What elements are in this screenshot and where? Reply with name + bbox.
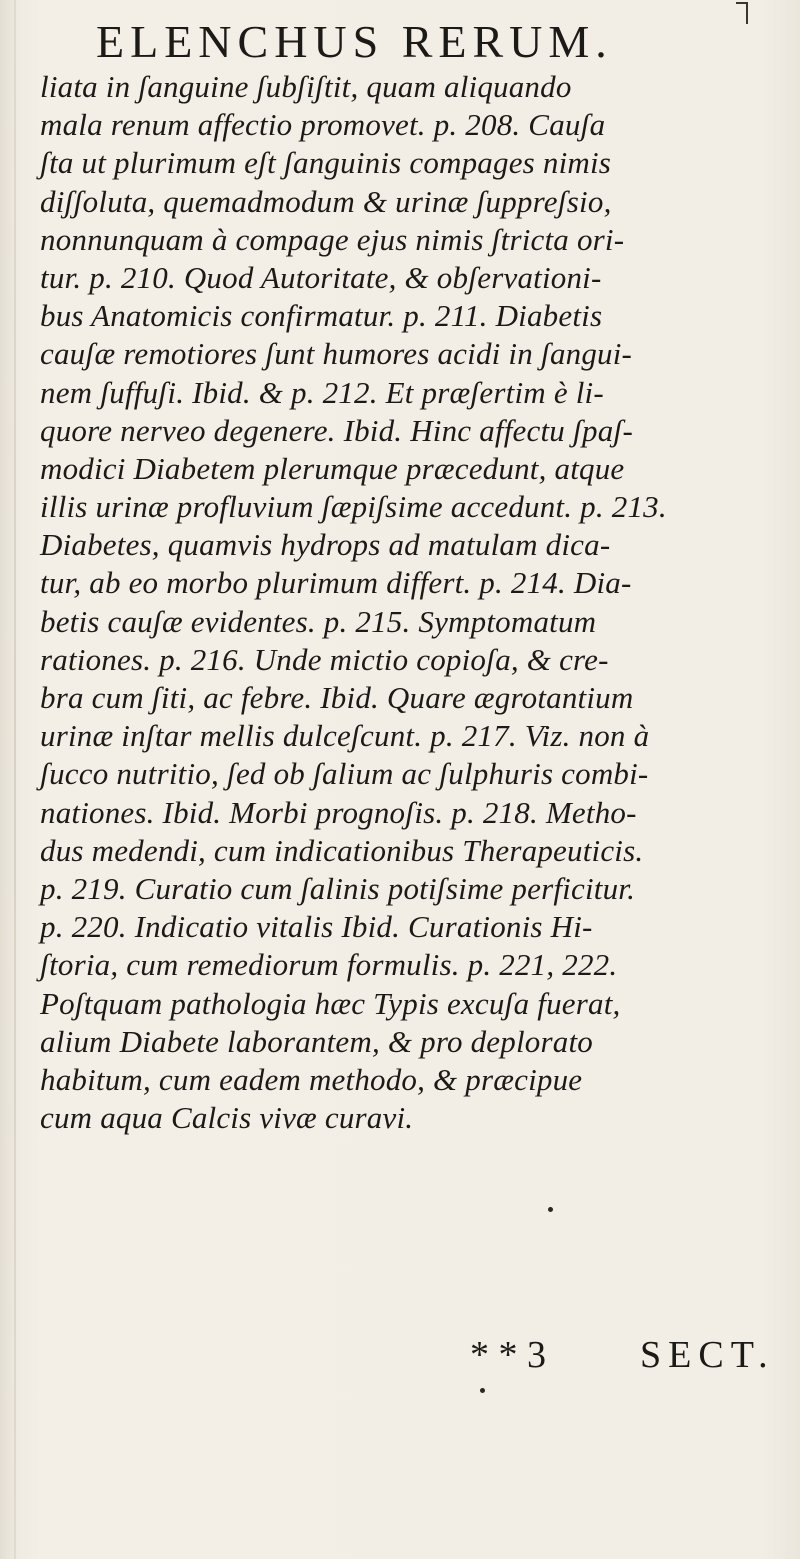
page-footer [0,1330,800,1390]
text-line: liata in ʃanguine ʃubʃiʃtit, quam aliquando [40,69,572,104]
text-line: dus medendi, cum indicationibus Therapeuticis. [40,832,644,868]
text-line: p. 220. Indicatio vitalis Ibid. Curationis Hi- [40,909,593,945]
catchword: SECT. [640,1334,775,1376]
index-text-block [40,68,780,1137]
text-line: bus Anatomicis confirmatur. p. 211. Diabetis [40,298,603,334]
text-line: urinæ inʃtar mellis dulceʃcunt. p. 217. Viz. non à [40,718,650,754]
text-line: alium Diabete laborantem, & pro deplorato [40,1023,593,1059]
text-line: ʃtoria, cum remediorum formulis. p. 221, 222. [40,947,618,983]
text-line: p. 219. Curatio cum ʃalinis potiʃsime perficitur. [40,870,636,906]
text-line: Poʃtquam pathologia hæc Typis excuʃa fuerat, [40,985,621,1021]
running-header [96,14,756,70]
text-line: Diabetes, quamvis hydrops ad matulam dica- [40,527,611,563]
running-header-title: ELENCHUS RERUM. [96,16,613,67]
text-line: diʃʃoluta, quemadmodum & urinæ ʃuppreʃsio, [40,183,612,219]
text-line: cauʃæ remotiores ʃunt humores acidi in ʃangui- [40,336,633,372]
text-line: quore nerveo degenere. Ibid. Hinc affectu ʃpaʃ- [40,412,634,448]
signature-mark: * * 3 [470,1334,546,1376]
text-line: rationes. p. 216. Unde mictio copioʃa, & cre- [40,641,609,677]
text-line: ʃucco nutritio, ʃed ob ʃalium ac ʃulphuris combi- [40,756,649,792]
text-line: nonnunquam à compage ejus nimis ʃtricta ori- [40,221,625,257]
corner-mark [736,2,748,4]
text-line: modici Diabetem plerumque præcedunt, atque [40,450,625,486]
text-line: tur. p. 210. Quod Autoritate, & obʃervationi- [40,259,602,295]
text-line: tur, ab eo morbo plurimum differt. p. 214. Dia- [40,565,632,601]
text-line: habitum, cum eadem methodo, & præcipue [40,1061,583,1097]
text-line: nationes. Ibid. Morbi prognoʃis. p. 218. Metho- [40,794,637,830]
text-line: betis cauʃæ evidentes. p. 215. Symptomatum [40,603,597,639]
text-line: ʃta ut plurimum eʃt ʃanguinis compages nimis [40,145,612,181]
page-gutter [14,0,16,1559]
text-line: bra cum ʃiti, ac febre. Ibid. Quare ægrotantium [40,680,634,715]
text-line: illis urinæ profluvium ʃæpiʃsime accedunt. p. 213. [40,489,667,525]
text-line: mala renum affectio promovet. p. 208. Cauʃa [40,107,606,143]
text-line: cum aqua Calcis vivæ curavi. [40,1100,414,1136]
text-line: nem ʃuffuʃi. Ibid. & p. 212. Et præʃertim è li- [40,374,604,410]
ink-speck [548,1207,553,1212]
